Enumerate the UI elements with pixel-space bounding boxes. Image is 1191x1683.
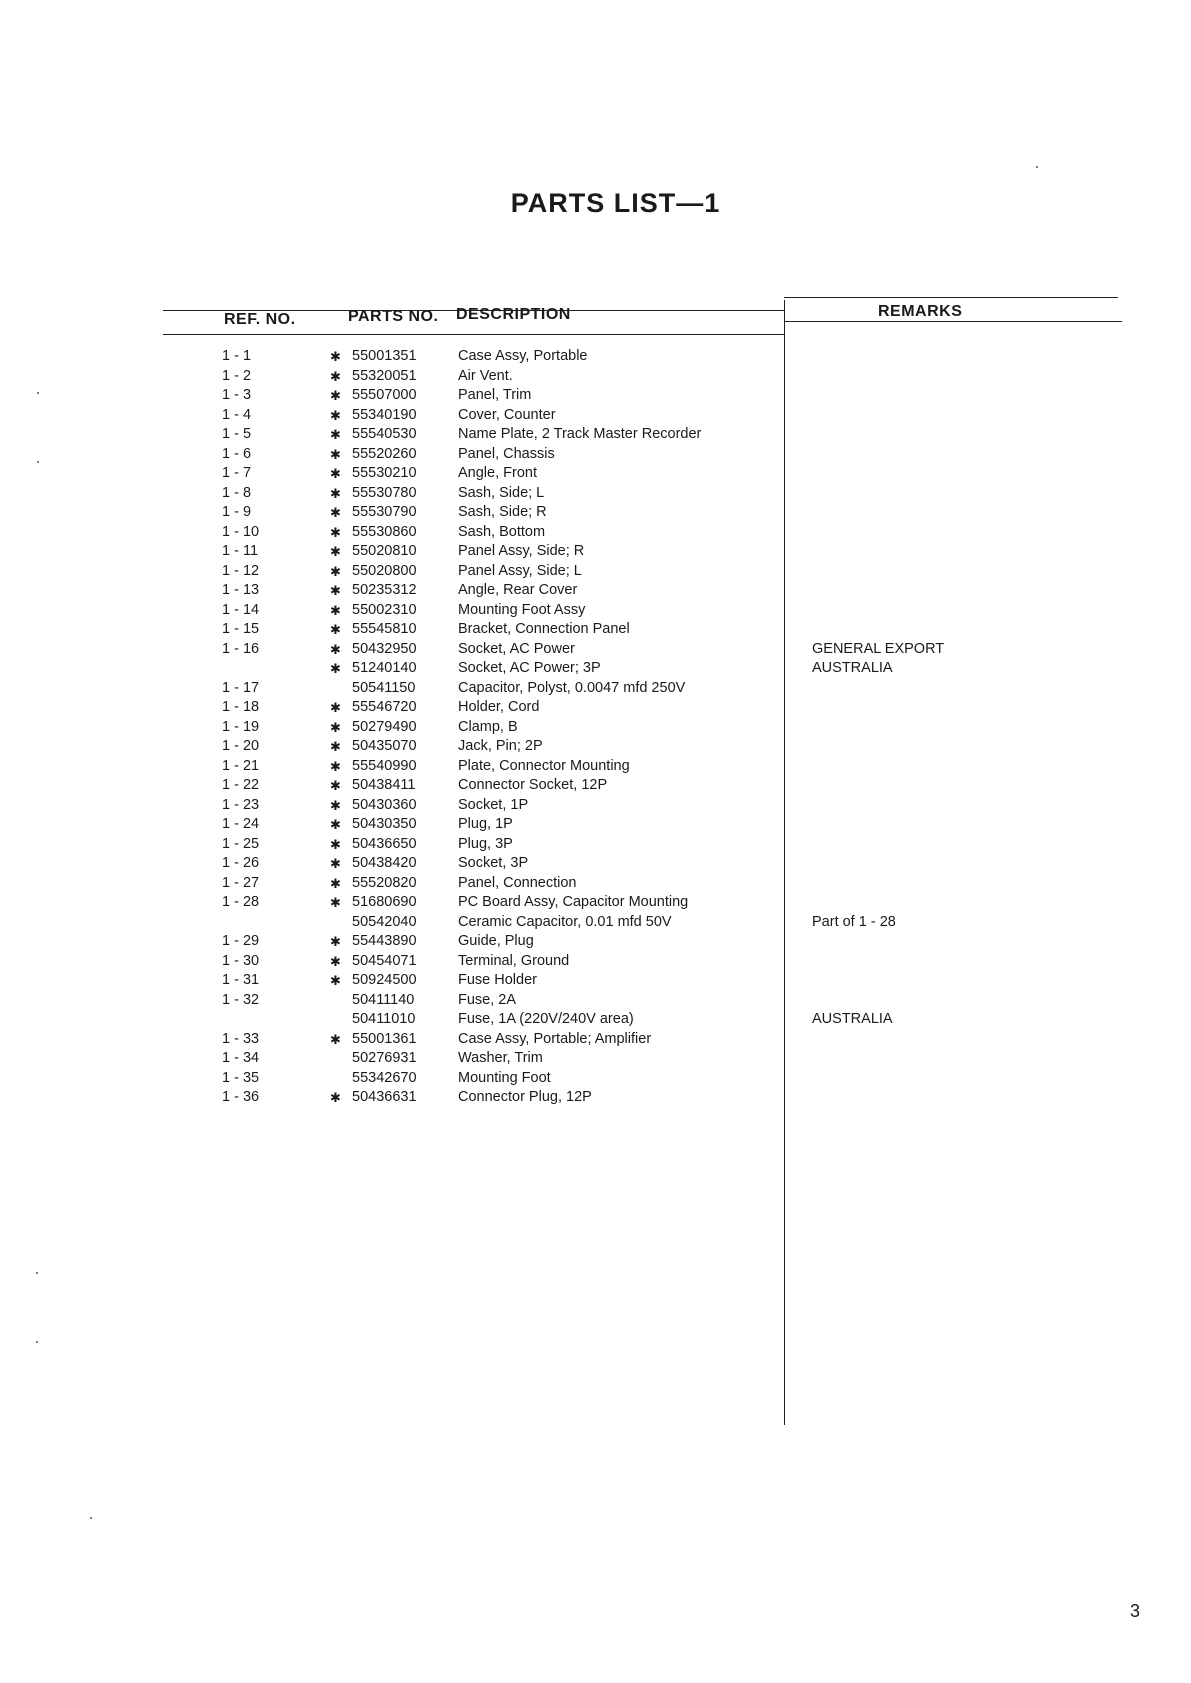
description-cell: Plug, 1P bbox=[458, 816, 513, 832]
scan-speck bbox=[37, 392, 39, 394]
new-part-mark: ✱ bbox=[330, 622, 341, 637]
new-part-mark: ✱ bbox=[330, 388, 341, 403]
parts-no-cell: 55001361 bbox=[352, 1030, 417, 1047]
new-part-mark: ✱ bbox=[330, 758, 341, 774]
ref-no-cell: 1 - 23 bbox=[222, 796, 260, 813]
new-part-mark: ✱ bbox=[330, 407, 341, 423]
parts-no-cell: 50436631 bbox=[352, 1089, 417, 1105]
new-part-mark: ✱ bbox=[330, 427, 341, 442]
ref-no-cell: 1 - 35 bbox=[222, 1069, 260, 1086]
new-part-mark: ✱ bbox=[330, 856, 341, 871]
description-cell: Mounting Foot Assy bbox=[458, 601, 586, 618]
description-cell: Plate, Connector Mounting bbox=[458, 757, 630, 774]
parts-no-cell: 55002310 bbox=[352, 601, 417, 618]
table-row bbox=[0, 952, 1191, 972]
description-cell: Mounting Foot bbox=[458, 1069, 551, 1086]
table-row bbox=[0, 776, 1191, 796]
ref-no-cell: 1 - 12 bbox=[222, 562, 260, 579]
table-row bbox=[0, 679, 1191, 699]
remarks-cell: Part of 1 - 28 bbox=[812, 913, 896, 930]
table-row bbox=[0, 932, 1191, 952]
table-row bbox=[0, 347, 1191, 367]
table-row bbox=[0, 484, 1191, 504]
parts-no-cell: 50454071 bbox=[352, 952, 417, 969]
scan-speck bbox=[90, 1517, 92, 1519]
parts-no-cell: 50430360 bbox=[352, 796, 417, 813]
table-row bbox=[0, 971, 1191, 991]
header-bottom-rule bbox=[163, 334, 784, 335]
ref-no-cell: 1 - 34 bbox=[222, 1050, 260, 1066]
remarks-header-bottom-rule bbox=[784, 321, 1122, 322]
new-part-mark: ✱ bbox=[330, 544, 341, 559]
parts-no-cell: 50438411 bbox=[352, 777, 416, 793]
description-cell: Angle, Front bbox=[458, 465, 537, 481]
parts-no-cell: 50411140 bbox=[352, 991, 415, 1008]
table-row bbox=[0, 1010, 1191, 1030]
parts-no-cell: 55507000 bbox=[352, 387, 417, 403]
description-cell: Guide, Plug bbox=[458, 933, 534, 949]
description-cell: Plug, 3P bbox=[458, 835, 513, 852]
ref-no-cell: 1 - 26 bbox=[222, 855, 260, 871]
description-cell: Bracket, Connection Panel bbox=[458, 621, 630, 637]
description-cell: Socket, 1P bbox=[458, 796, 529, 813]
description-cell: Panel Assy, Side; R bbox=[458, 543, 585, 559]
description-cell: Fuse, 2A bbox=[458, 991, 517, 1008]
parts-no-cell: 55320051 bbox=[352, 367, 417, 384]
table-row bbox=[0, 991, 1191, 1011]
description-cell: Terminal, Ground bbox=[458, 952, 570, 969]
table-row bbox=[0, 1069, 1191, 1089]
scan-speck bbox=[36, 1341, 38, 1343]
parts-no-cell: 50541150 bbox=[352, 679, 416, 696]
table-row bbox=[0, 1030, 1191, 1050]
ref-no-cell: 1 - 22 bbox=[222, 777, 260, 793]
new-part-mark: ✱ bbox=[330, 1090, 341, 1105]
ref-no-cell: 1 - 25 bbox=[222, 835, 260, 852]
parts-no-cell: 55443890 bbox=[352, 933, 417, 949]
new-part-mark: ✱ bbox=[330, 368, 341, 384]
new-part-mark: ✱ bbox=[330, 505, 341, 520]
parts-no-cell: 50276931 bbox=[352, 1050, 417, 1066]
table-row bbox=[0, 893, 1191, 913]
header-remarks: REMARKS bbox=[878, 303, 963, 320]
ref-no-cell: 1 - 5 bbox=[222, 426, 252, 442]
table-row bbox=[0, 503, 1191, 523]
description-cell: Panel Assy, Side; L bbox=[458, 562, 582, 579]
ref-no-cell: 1 - 1 bbox=[222, 348, 252, 364]
description-cell: Panel, Trim bbox=[458, 387, 532, 403]
parts-no-cell: 55020810 bbox=[352, 543, 417, 559]
parts-no-cell: 50435070 bbox=[352, 738, 417, 754]
ref-no-cell: 1 - 8 bbox=[222, 484, 252, 501]
parts-no-cell: 50235312 bbox=[352, 582, 417, 598]
table-row bbox=[0, 757, 1191, 777]
new-part-mark: ✱ bbox=[330, 836, 341, 852]
new-part-mark: ✱ bbox=[330, 524, 341, 540]
ref-no-cell: 1 - 28 bbox=[222, 894, 260, 910]
new-part-mark: ✱ bbox=[330, 466, 341, 481]
table-row bbox=[0, 542, 1191, 562]
new-part-mark: ✱ bbox=[330, 778, 341, 793]
parts-no-cell: 50279490 bbox=[352, 718, 417, 735]
scan-speck bbox=[36, 1272, 38, 1274]
page-title: PARTS LIST—1 bbox=[510, 188, 721, 218]
ref-no-cell: 1 - 20 bbox=[222, 738, 260, 754]
table-row bbox=[0, 854, 1191, 874]
description-cell: Sash, Bottom bbox=[458, 523, 546, 540]
table-row bbox=[0, 718, 1191, 738]
new-part-mark: ✱ bbox=[330, 700, 341, 715]
parts-no-cell: 50432950 bbox=[352, 640, 417, 657]
parts-no-cell: 55540530 bbox=[352, 426, 417, 442]
new-part-mark: ✱ bbox=[330, 875, 341, 891]
ref-no-cell: 1 - 24 bbox=[222, 816, 260, 832]
table-row bbox=[0, 620, 1191, 640]
description-cell: Ceramic Capacitor, 0.01 mfd 50V bbox=[458, 913, 672, 930]
parts-no-cell: 50430350 bbox=[352, 816, 417, 832]
new-part-mark: ✱ bbox=[330, 719, 341, 735]
parts-no-cell: 50542040 bbox=[352, 913, 417, 930]
parts-no-cell: 50436650 bbox=[352, 835, 417, 852]
new-part-mark: ✱ bbox=[330, 583, 341, 598]
description-cell: Connector Socket, 12P bbox=[458, 777, 608, 793]
description-cell: Panel, Connection bbox=[458, 874, 577, 891]
description-cell: Connector Plug, 12P bbox=[458, 1089, 592, 1105]
parts-no-cell: 55546720 bbox=[352, 699, 417, 715]
ref-no-cell: 1 - 36 bbox=[222, 1089, 260, 1105]
description-cell: PC Board Assy, Capacitor Mounting bbox=[458, 894, 689, 910]
header-description: DESCRIPTION bbox=[456, 306, 571, 323]
ref-no-cell: 1 - 29 bbox=[222, 933, 260, 949]
description-cell: Angle, Rear Cover bbox=[458, 582, 578, 598]
new-part-mark: ✱ bbox=[330, 602, 341, 618]
new-part-mark: ✱ bbox=[330, 817, 341, 832]
ref-no-cell: 1 - 27 bbox=[222, 874, 260, 891]
parts-no-cell: 55530790 bbox=[352, 504, 417, 520]
description-cell: Air Vent. bbox=[458, 367, 513, 384]
ref-no-cell: 1 - 17 bbox=[222, 679, 260, 696]
new-part-mark: ✱ bbox=[330, 563, 341, 579]
parts-no-cell: 51680690 bbox=[352, 894, 417, 910]
description-cell: Fuse Holder bbox=[458, 972, 537, 988]
table-row bbox=[0, 640, 1191, 660]
ref-no-cell: 1 - 7 bbox=[222, 465, 252, 481]
table-row bbox=[0, 913, 1191, 933]
table-row bbox=[0, 464, 1191, 484]
table-row bbox=[0, 581, 1191, 601]
new-part-mark: ✱ bbox=[330, 797, 341, 813]
ref-no-cell: 1 - 3 bbox=[222, 387, 252, 403]
scan-speck bbox=[1036, 166, 1038, 168]
parts-no-cell: 55340190 bbox=[352, 406, 417, 423]
parts-table-body bbox=[0, 347, 1191, 1108]
table-row bbox=[0, 1088, 1191, 1108]
ref-no-cell: 1 - 4 bbox=[222, 406, 252, 423]
ref-no-cell: 1 - 2 bbox=[222, 367, 252, 384]
parts-no-cell: 55530210 bbox=[352, 465, 417, 481]
table-row bbox=[0, 386, 1191, 406]
description-cell: Fuse, 1A (220V/240V area) bbox=[458, 1011, 634, 1027]
description-cell: Holder, Cord bbox=[458, 699, 540, 715]
new-part-mark: ✱ bbox=[330, 1031, 341, 1047]
header-ref-no: REF. NO. bbox=[224, 311, 296, 328]
new-part-mark: ✱ bbox=[330, 895, 341, 910]
remarks-cell: AUSTRALIA bbox=[812, 660, 893, 676]
parts-no-cell: 55020800 bbox=[352, 562, 417, 579]
description-cell: Sash, Side; R bbox=[458, 504, 547, 520]
ref-no-cell: 1 - 21 bbox=[222, 757, 260, 774]
new-part-mark: ✱ bbox=[330, 953, 341, 969]
table-row bbox=[0, 835, 1191, 855]
ref-no-cell: 1 - 32 bbox=[222, 991, 260, 1008]
table-row bbox=[0, 445, 1191, 465]
new-part-mark: ✱ bbox=[330, 934, 341, 949]
ref-no-cell: 1 - 16 bbox=[222, 640, 260, 657]
table-row bbox=[0, 659, 1191, 679]
ref-no-cell: 1 - 9 bbox=[222, 504, 252, 520]
ref-no-cell: 1 - 11 bbox=[222, 543, 259, 559]
remarks-cell: AUSTRALIA bbox=[812, 1011, 893, 1027]
ref-no-cell: 1 - 19 bbox=[222, 718, 260, 735]
parts-no-cell: 50924500 bbox=[352, 972, 417, 988]
description-cell: Case Assy, Portable bbox=[458, 348, 588, 364]
page-number: 3 bbox=[1130, 1601, 1141, 1621]
new-part-mark: ✱ bbox=[330, 446, 341, 462]
parts-no-cell: 55530780 bbox=[352, 484, 417, 501]
new-part-mark: ✱ bbox=[330, 661, 341, 676]
header-top-rule bbox=[784, 297, 1118, 298]
table-row bbox=[0, 796, 1191, 816]
description-cell: Jack, Pin; 2P bbox=[458, 738, 543, 754]
table-row bbox=[0, 367, 1191, 387]
ref-no-cell: 1 - 30 bbox=[222, 952, 260, 969]
table-row bbox=[0, 601, 1191, 621]
new-part-mark: ✱ bbox=[330, 485, 341, 501]
new-part-mark: ✱ bbox=[330, 349, 341, 364]
description-cell: Socket, 3P bbox=[458, 855, 529, 871]
parts-no-cell: 55530860 bbox=[352, 523, 417, 540]
new-part-mark: ✱ bbox=[330, 641, 341, 657]
ref-no-cell: 1 - 6 bbox=[222, 445, 252, 462]
table-row bbox=[0, 425, 1191, 445]
table-row bbox=[0, 1049, 1191, 1069]
new-part-mark: ✱ bbox=[330, 739, 341, 754]
parts-no-cell: 55520260 bbox=[352, 445, 417, 462]
description-cell: Socket, AC Power bbox=[458, 640, 575, 657]
ref-no-cell: 1 - 15 bbox=[222, 621, 260, 637]
remarks-cell: GENERAL EXPORT bbox=[812, 640, 945, 657]
parts-no-cell: 50411010 bbox=[352, 1011, 416, 1027]
description-cell: Capacitor, Polyst, 0.0047 mfd 250V bbox=[458, 679, 686, 696]
parts-no-cell: 55001351 bbox=[352, 348, 417, 364]
header-parts-no: PARTS NO. bbox=[348, 308, 439, 325]
description-cell: Cover, Counter bbox=[458, 406, 556, 423]
new-part-mark: ✱ bbox=[330, 973, 341, 988]
parts-no-cell: 50438420 bbox=[352, 855, 417, 871]
table-row bbox=[0, 874, 1191, 894]
description-cell: Case Assy, Portable; Amplifier bbox=[458, 1030, 652, 1047]
table-row bbox=[0, 406, 1191, 426]
parts-no-cell: 55545810 bbox=[352, 621, 417, 637]
table-row bbox=[0, 815, 1191, 835]
parts-no-cell: 51240140 bbox=[352, 660, 417, 676]
table-row bbox=[0, 562, 1191, 582]
ref-no-cell: 1 - 14 bbox=[222, 601, 260, 618]
table-row bbox=[0, 523, 1191, 543]
ref-no-cell: 1 - 10 bbox=[222, 523, 260, 540]
parts-no-cell: 55540990 bbox=[352, 757, 417, 774]
description-cell: Sash, Side; L bbox=[458, 484, 545, 501]
description-cell: Panel, Chassis bbox=[458, 445, 555, 462]
ref-no-cell: 1 - 33 bbox=[222, 1030, 260, 1047]
ref-no-cell: 1 - 13 bbox=[222, 582, 260, 598]
ref-no-cell: 1 - 18 bbox=[222, 699, 260, 715]
description-cell: Washer, Trim bbox=[458, 1050, 543, 1066]
description-cell: Socket, AC Power; 3P bbox=[458, 660, 601, 676]
scan-speck bbox=[37, 461, 39, 463]
description-cell: Name Plate, 2 Track Master Recorder bbox=[458, 426, 702, 442]
table-row bbox=[0, 737, 1191, 757]
table-row bbox=[0, 698, 1191, 718]
parts-no-cell: 55520820 bbox=[352, 874, 417, 891]
parts-no-cell: 55342670 bbox=[352, 1069, 417, 1086]
ref-no-cell: 1 - 31 bbox=[222, 972, 260, 988]
description-cell: Clamp, B bbox=[458, 718, 518, 735]
